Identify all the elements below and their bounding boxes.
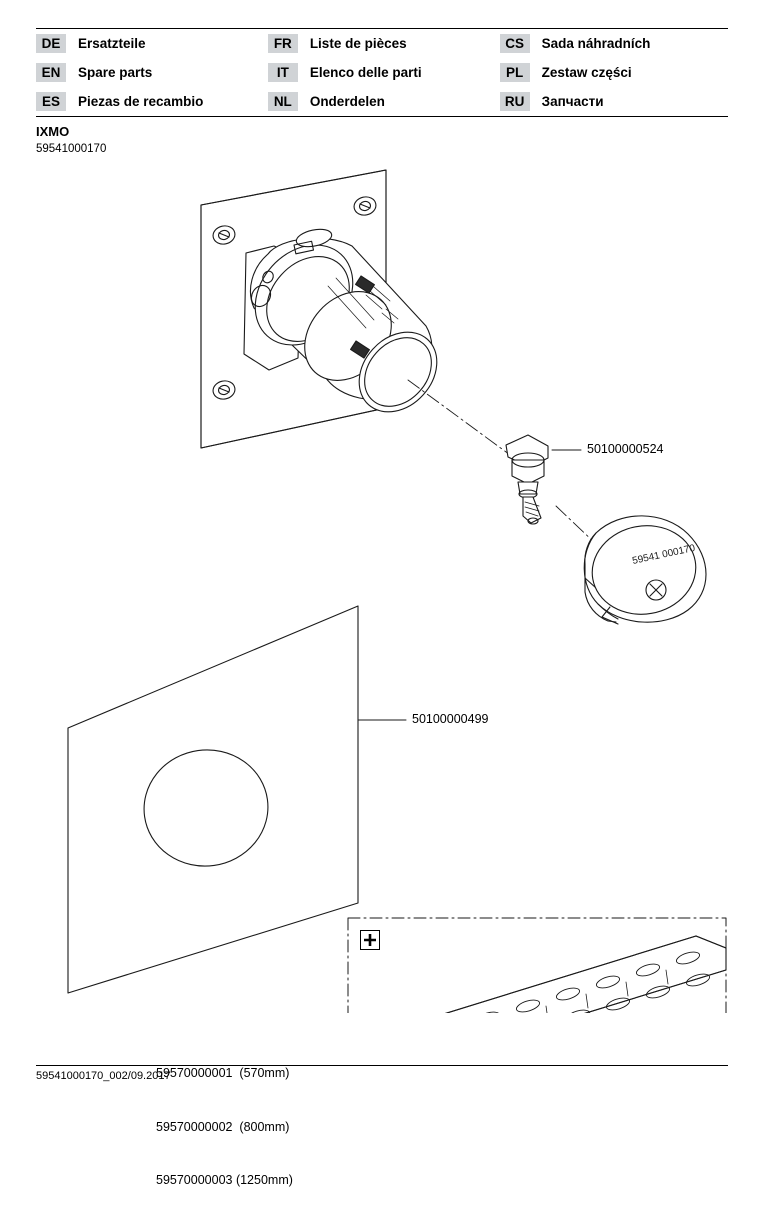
round-cap — [584, 516, 706, 624]
language-cell — [268, 29, 500, 58]
drawing-svg — [36, 158, 728, 1013]
language-cell — [36, 58, 268, 87]
language-cell — [500, 87, 728, 116]
language-label-fr: Liste de pièces — [309, 36, 407, 51]
language-cell — [268, 58, 500, 87]
language-label-pl: Zestaw części — [541, 65, 632, 80]
rail-part-item: 59570000002 (800mm) — [156, 1119, 290, 1134]
language-header — [36, 28, 728, 117]
language-code-nl: NL — [268, 92, 298, 111]
language-cell — [500, 29, 728, 58]
footer-rule — [36, 1065, 728, 1066]
language-table — [36, 29, 728, 116]
footer — [36, 1065, 728, 1082]
language-row — [36, 29, 728, 58]
cartridge-part-number: 50100000524 — [587, 441, 664, 456]
cartridge-part — [506, 435, 548, 524]
cap-engraving-text: 59541 000170 — [631, 542, 697, 567]
language-label-es: Piezas de recambio — [78, 94, 204, 109]
product-number: 59541000170 — [36, 142, 107, 155]
language-code-es: ES — [36, 92, 66, 111]
language-code-en: EN — [36, 63, 66, 82]
plus-icon-glyph — [361, 931, 379, 949]
language-code-it: IT — [268, 63, 298, 82]
language-label-en: Spare parts — [78, 65, 153, 80]
centre-axis — [408, 380, 596, 544]
rail-part-item: 59570000003 (1250mm) — [156, 1172, 293, 1187]
language-cell — [500, 58, 728, 87]
document-id: 59541000170_002/09.2017 — [36, 1070, 171, 1082]
cover-plate — [68, 606, 358, 993]
language-label-nl: Onderdelen — [309, 94, 385, 109]
plate-part-number: 50100000499 — [412, 711, 489, 726]
language-cell — [36, 87, 268, 116]
language-code-de: DE — [36, 34, 66, 53]
language-label-cs: Sada náhradních — [541, 36, 651, 51]
language-code-ru: RU — [500, 92, 530, 111]
rail-part-list — [156, 1030, 293, 1225]
language-code-fr: FR — [268, 34, 298, 53]
rail-part-item: 59570000001 (570mm) — [156, 1066, 290, 1081]
title-block — [36, 117, 728, 158]
language-row — [36, 87, 728, 116]
language-code-cs: CS — [500, 34, 530, 53]
language-cell — [36, 29, 268, 58]
language-cell — [268, 87, 500, 116]
plus-icon — [360, 930, 380, 950]
mounting-rail — [366, 936, 726, 1013]
language-row — [36, 58, 728, 87]
spare-parts-sheet — [0, 28, 764, 1187]
page-title: IXMO — [36, 124, 70, 139]
language-code-pl: PL — [500, 63, 530, 82]
language-label-ru: Запчасти — [541, 94, 604, 109]
language-label-it: Elenco delle parti — [309, 65, 422, 80]
language-label-de: Ersatzteile — [78, 36, 146, 51]
